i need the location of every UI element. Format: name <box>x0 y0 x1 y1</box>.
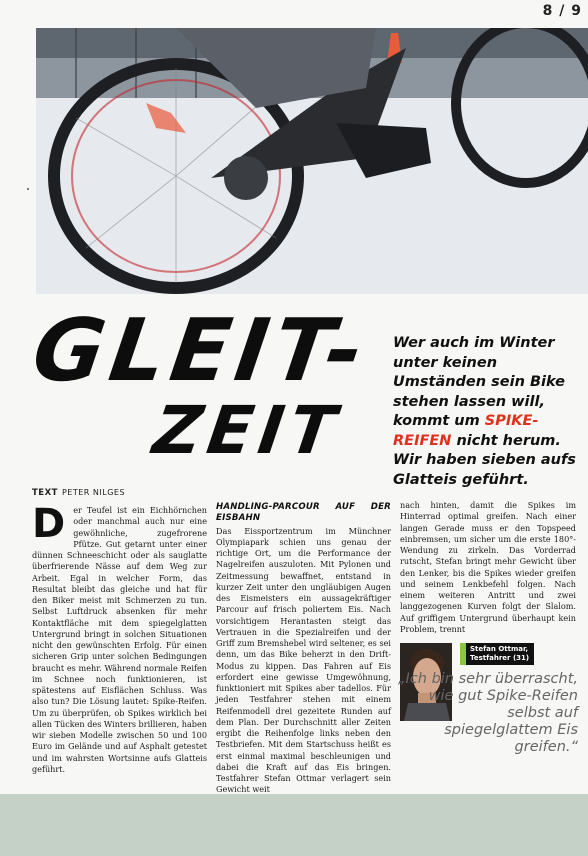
column-3-text: nach hinten, damit die Spikes im Hinterrad optimal greifen. Nach einer langen Gerade muss er den Topspeed einbremsen, um sicher um die erste 180°-Wendung zu zirkeln. Das Vorderrad rutscht, Stefan bringt mehr Gewicht über den Lenker, bis die Spikes wieder greifen und seinem Lenkbefehl folgen. Nach einem weiteren Antritt und zwei langgezogenen Kurven folgt der Slalom. Auf griffigem Untergrund überhaupt kein Problem, trennt <box>400 500 576 634</box>
headline-line-2: ZEIT <box>148 392 347 469</box>
pull-quote-text: „Ich bin sehr überrascht, wie gut Spike-Reifen selbst auf spiegelglattem Eis greifen.“ <box>398 671 578 755</box>
bottom-color-strip <box>0 794 588 856</box>
page-number: 8 / 9 <box>542 3 582 19</box>
drop-cap: D <box>32 501 66 547</box>
article-column-1 <box>32 501 207 775</box>
headline-line-1: GLEIT- <box>26 301 375 401</box>
pull-quote-box <box>400 641 580 776</box>
quote-speaker-tag <box>460 643 534 665</box>
lead-text-1: Wer auch im Winter unter keinen Umständen sein Bike stehen lassen will, kommt um <box>393 335 565 429</box>
lead-highlight: SPIKE-REIFEN <box>393 413 539 449</box>
quote-speaker-role: Testfahrer (31) <box>470 654 530 662</box>
page-mark <box>27 188 29 190</box>
article-column-2 <box>216 502 391 796</box>
column-2-text: Das Eissportzentrum im Münchner Olympiapark schien uns genau der richtige Ort, um die Performance der Nagelreifen auszuloten. Mit Pylonen und Zeitmessung bewaffnet, entstand in kurzer Zeit unter den ungläubigen Augen des Eismeisters ein aussagekräftiger Parcour auf frisch poliertem Eis. Nach vorsichtigem Herantasten steigt das Vertrauen in die Spezialreifen und der Griff zum Bremshebel wird seltener, es sei denn, um das Bike beherzt in den Drift-Modus zu kippen. Das Fahren auf Eis erfordert eine gewisse Umgewöhnung, funktioniert mit Spikes aber tadellos. Für jeden Testfahrer stehen mit einem Reifenmodell drei gezeitete Runden auf dem Plan. Der Durchschnitt aller Zeiten ergibt die Reihenfolge links neben den Testbriefen. Mit dem Startschuss heißt es erst einmal maximal beschleunigen und dabei die Kraft auf das Eis bringen. Testfahrer Stefan Ottmar verlagert sein Gewicht weit <box>216 525 391 795</box>
article-column-3 <box>400 500 576 635</box>
byline-author: PETER NILGES <box>61 488 126 497</box>
lead-paragraph <box>393 334 579 490</box>
lead-text-2: nicht herum. Wir haben sieben aufs Glatteis geführt. <box>393 432 576 488</box>
hero-photo-bike-on-ice <box>36 28 588 294</box>
quote-speaker-name: Stefan Ottmar, <box>470 645 529 653</box>
byline-label: TEXT <box>32 488 58 498</box>
byline <box>32 488 125 498</box>
column-2-subhead: HANDLING-PARCOUR AUF DER EISBAHN <box>216 502 391 524</box>
column-1-text: er Teufel ist ein Eichhörnchen oder manchmal auch nur eine gewöhnliche, zugefrorene Pfütze. Gut getarnt unter einer dünnen Schneeschicht oder als sauglatte überfrierende Nässe auf dem Weg zur Arbeit. Egal in welcher Form, das Resultat bleibt das gleiche und hat für den Biker meist mit Schmerzen zu tun. Selbst Luftdruck absenken für mehr Kontaktfläche mit dem spiegelglatten Untergrund bringt in solchen Situationen nicht den gewünschten Erfolg. Für einen sicheren Grip unter solchen Bedingungen braucht es mehr. Während normale Reifen im Schnee noch funktionieren, ist spätestens auf Eisflächen Schluss. Was also tun? Die Lösung lautet: Spike-Reifen. Um zu überprüfen, ob Spikes wirklich bei allen Tücken des Winters brillieren, haben wir sieben Modelle zwischen 50 und 100 Euro im Gelände und auf Asphalt getestet und im wahrsten Wortsinne aufs Glatteis geführt. <box>32 505 207 774</box>
